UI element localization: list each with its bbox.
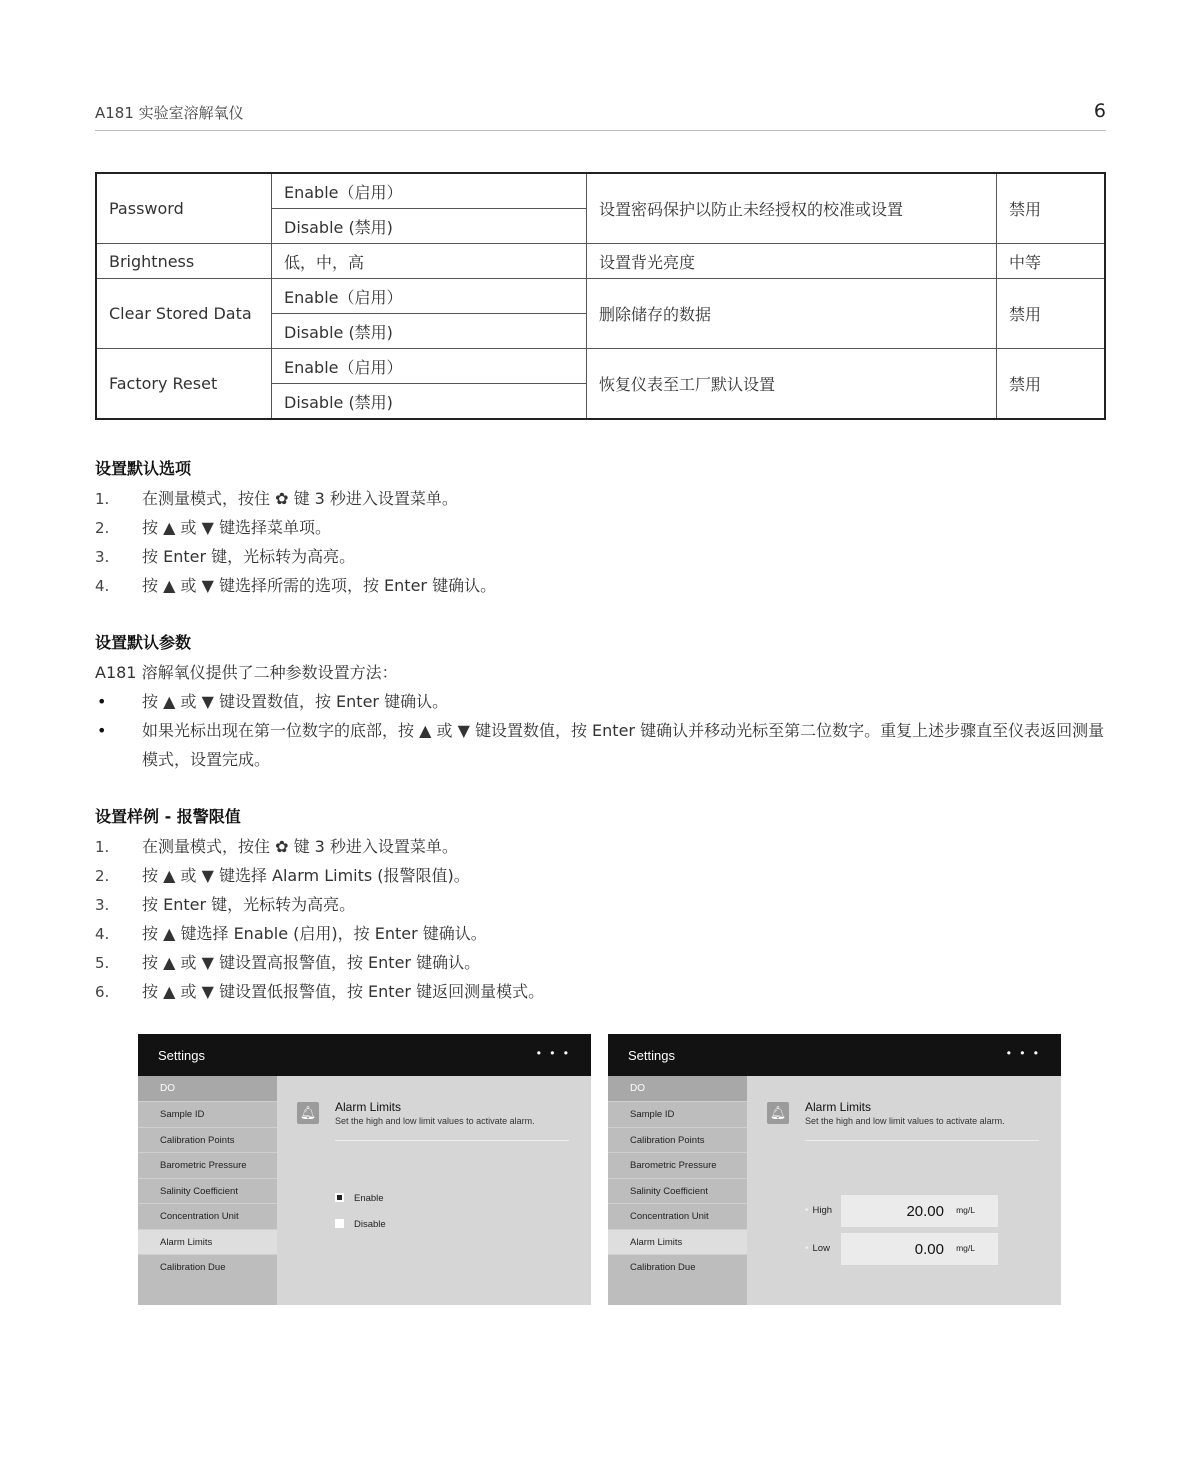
divider: [805, 1140, 1039, 1141]
device-screen-limits: [608, 1034, 1061, 1305]
unchecked-radio-icon[interactable]: [335, 1219, 344, 1228]
setting-default: 中等: [997, 244, 1106, 279]
divider: [335, 1140, 569, 1141]
checked-radio-icon[interactable]: [335, 1193, 344, 1202]
bullet-text: 按 ▲ 或 ▼ 键设置数值，按 Enter 键确认。: [142, 692, 449, 711]
enable-option[interactable]: [335, 1193, 384, 1204]
sidebar-item-sample-id[interactable]: Sample ID: [608, 1101, 747, 1127]
setting-option: Disable (禁用): [272, 209, 587, 244]
sidebar-item-alarm-limits[interactable]: Alarm Limits: [138, 1229, 277, 1255]
document-title: A181 实验室溶解氧仪: [95, 104, 244, 122]
high-limit-label: • High: [805, 1205, 832, 1216]
step-number: 4.: [95, 577, 110, 595]
list-item: [95, 865, 1106, 887]
list-item: [95, 952, 1106, 974]
high-limit-value: 20.00: [906, 1203, 944, 1220]
step-text: 按 ▲ 键选择 Enable (启用)，按 Enter 键确认。: [142, 924, 487, 943]
list-item: [95, 488, 1106, 510]
sidebar-item-calibration-due[interactable]: Calibration Due: [608, 1254, 747, 1280]
sidebar-header: DO: [138, 1076, 277, 1101]
setting-name: Brightness: [96, 244, 272, 279]
step-text: 在测量模式，按住 ✿ 键 3 秒进入设置菜单。: [142, 489, 458, 508]
bell-icon: 🔔︎: [767, 1102, 789, 1124]
step-text: 按 ▲ 或 ▼ 键选择 Alarm Limits (报警限值)。: [142, 866, 470, 885]
setting-option: Enable（启用）: [272, 349, 587, 384]
step-text: 按 Enter 键，光标转为高亮。: [142, 895, 356, 914]
bullet-mark: •: [97, 692, 107, 711]
list-item: [95, 546, 1106, 568]
step-number: 5.: [95, 954, 110, 972]
setting-default: 禁用: [997, 279, 1106, 349]
list-item: [95, 836, 1106, 858]
device-topbar: [138, 1034, 591, 1076]
device-screen-enable: [138, 1034, 591, 1305]
sidebar-item-sample-id[interactable]: Sample ID: [138, 1101, 277, 1127]
page-number: 6: [1093, 100, 1106, 122]
content-title: Alarm Limits: [805, 1100, 872, 1114]
step-number: 1.: [95, 838, 110, 856]
section-intro: A181 溶解氧仪提供了二种参数设置方法：: [95, 663, 398, 682]
setting-name: Factory Reset: [96, 349, 272, 420]
high-limit-field[interactable]: [841, 1195, 998, 1227]
setting-option: Disable (禁用): [272, 314, 587, 349]
step-text: 在测量模式，按住 ✿ 键 3 秒进入设置菜单。: [142, 837, 458, 856]
low-limit-unit: mg/L: [956, 1243, 975, 1253]
page-header: [95, 100, 1106, 131]
setting-description: 设置密码保护以防止未经授权的校准或设置: [587, 173, 997, 244]
high-limit-unit: mg/L: [956, 1205, 975, 1215]
setting-default: 禁用: [997, 349, 1106, 420]
step-number: 2.: [95, 867, 110, 885]
sidebar-header: DO: [608, 1076, 747, 1101]
bullet-mark: •: [97, 721, 107, 740]
device-content: [747, 1076, 1061, 1305]
steps-list: [95, 836, 1106, 1003]
setting-description: 恢复仪表至工厂默认设置: [587, 349, 997, 420]
table-row: [96, 279, 1105, 314]
more-menu-icon[interactable]: • • •: [1006, 1046, 1041, 1060]
section-heading: 设置默认选项: [95, 459, 192, 478]
bullet-text: 如果光标出现在第一位数字的底部，按 ▲ 或 ▼ 键设置数值，按 Enter 键确认并移动光标至第二位数字。重复上述步骤直至仪表返回测量模式，设置完成。: [142, 721, 1105, 769]
table-row: [96, 244, 1105, 279]
device-topbar: [608, 1034, 1061, 1076]
list-item: [95, 575, 1106, 597]
setting-default: 禁用: [997, 173, 1106, 244]
list-item: [95, 691, 1106, 713]
bell-icon: 🔔︎: [297, 1102, 319, 1124]
sidebar-item-barometric-pressure[interactable]: Barometric Pressure: [138, 1152, 277, 1178]
sidebar-item-concentration-unit[interactable]: Concentration Unit: [608, 1203, 747, 1229]
step-number: 4.: [95, 925, 110, 943]
sidebar-item-alarm-limits[interactable]: Alarm Limits: [608, 1229, 747, 1255]
device-title: Settings: [158, 1048, 205, 1063]
device-sidebar: [138, 1076, 277, 1305]
option-label: Enable: [354, 1193, 384, 1204]
step-number: 3.: [95, 548, 110, 566]
sidebar-item-calibration-points[interactable]: Calibration Points: [608, 1127, 747, 1153]
setting-option: Enable（启用）: [272, 173, 587, 209]
low-limit-label: • Low: [805, 1243, 830, 1254]
sidebar-item-salinity-coefficient[interactable]: Salinity Coefficient: [608, 1178, 747, 1204]
section-example-alarm: [95, 806, 1106, 1010]
bullet-list: [95, 691, 1106, 774]
step-number: 3.: [95, 896, 110, 914]
option-label: Disable: [354, 1219, 386, 1230]
setting-description: 设置背光亮度: [587, 244, 997, 279]
device-content: [277, 1076, 591, 1305]
setting-option: Enable（启用）: [272, 279, 587, 314]
section-heading: 设置默认参数: [95, 633, 192, 652]
step-number: 6.: [95, 983, 110, 1001]
table-row: [96, 349, 1105, 384]
sidebar-item-salinity-coefficient[interactable]: Salinity Coefficient: [138, 1178, 277, 1204]
steps-list: [95, 488, 1106, 597]
section-default-params: [95, 632, 1106, 781]
list-item: [95, 716, 1106, 774]
list-item: [95, 981, 1106, 1003]
setting-option: 低，中，高: [272, 244, 587, 279]
setting-name: Clear Stored Data: [96, 279, 272, 349]
sidebar-item-concentration-unit[interactable]: Concentration Unit: [138, 1203, 277, 1229]
settings-table: [95, 172, 1106, 420]
sidebar-item-calibration-due[interactable]: Calibration Due: [138, 1254, 277, 1280]
disable-option[interactable]: [335, 1219, 386, 1230]
list-item: [95, 517, 1106, 539]
sidebar-item-barometric-pressure[interactable]: Barometric Pressure: [608, 1152, 747, 1178]
step-text: 按 ▲ 或 ▼ 键选择菜单项。: [142, 518, 331, 537]
step-text: 按 Enter 键，光标转为高亮。: [142, 547, 356, 566]
low-limit-value: 0.00: [914, 1241, 944, 1258]
content-title: Alarm Limits: [335, 1100, 402, 1114]
device-title: Settings: [628, 1048, 675, 1063]
device-sidebar: [608, 1076, 747, 1305]
table-row: [96, 173, 1105, 209]
step-text: 按 ▲ 或 ▼ 键设置低报警值，按 Enter 键返回测量模式。: [142, 982, 545, 1001]
setting-description: 删除储存的数据: [587, 279, 997, 349]
list-item: [95, 923, 1106, 945]
low-limit-field[interactable]: [841, 1233, 998, 1265]
sidebar-item-calibration-points[interactable]: Calibration Points: [138, 1127, 277, 1153]
content-subtitle: Set the high and low limit values to activate alarm.: [335, 1116, 535, 1126]
step-number: 2.: [95, 519, 110, 537]
list-item: [95, 894, 1106, 916]
setting-name: Password: [96, 173, 272, 244]
section-default-options: [95, 458, 1106, 604]
step-text: 按 ▲ 或 ▼ 键选择所需的选项，按 Enter 键确认。: [142, 576, 497, 595]
more-menu-icon[interactable]: • • •: [536, 1046, 571, 1060]
content-subtitle: Set the high and low limit values to activate alarm.: [805, 1116, 1005, 1126]
step-text: 按 ▲ 或 ▼ 键设置高报警值，按 Enter 键确认。: [142, 953, 481, 972]
section-heading: 设置样例 - 报警限值: [95, 807, 241, 826]
step-number: 1.: [95, 490, 110, 508]
setting-option: Disable (禁用): [272, 384, 587, 420]
